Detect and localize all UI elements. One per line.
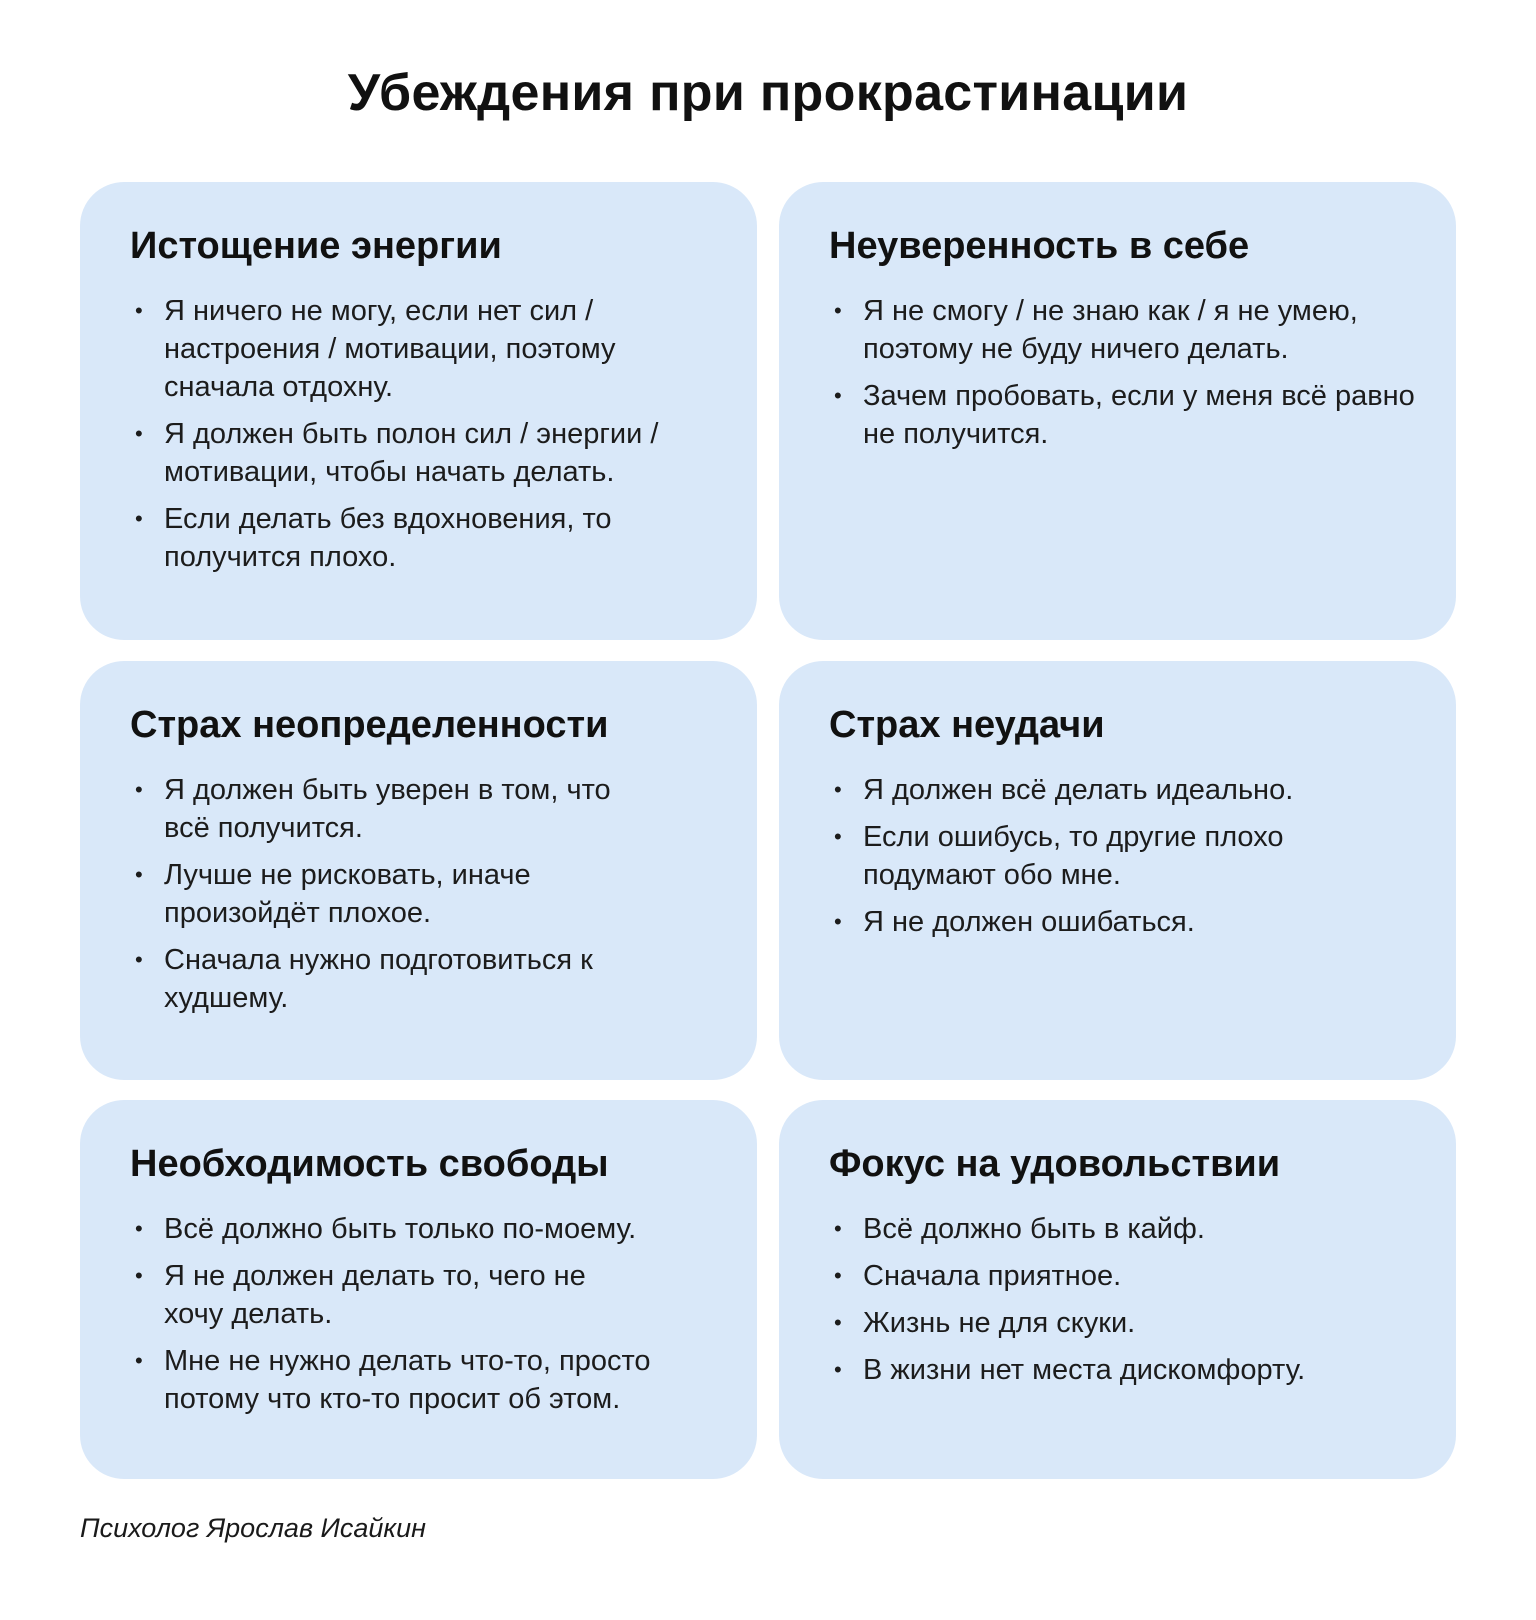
- page-title: Убеждения при прокрастинации: [347, 64, 1189, 122]
- bullet-icon: •: [834, 1357, 842, 1382]
- list-item: [829, 771, 1423, 809]
- bullet-icon: •: [135, 862, 143, 887]
- card-title: Страх неудачи: [829, 704, 1105, 746]
- bullet-icon: •: [135, 421, 143, 446]
- list-item: [130, 292, 724, 406]
- card-title: Необходимость свободы: [130, 1143, 609, 1185]
- bullet-icon: •: [135, 777, 143, 802]
- belief-text: Я не смогу / не знаю как / я не умею, поэтому не буду ничего делать.: [863, 295, 1358, 365]
- belief-text: Я должен быть уверен в том, что всё получится.: [164, 774, 611, 844]
- bullet-icon: •: [135, 1216, 143, 1241]
- belief-text: Я должен всё делать идеально.: [863, 774, 1294, 806]
- belief-list: [130, 1210, 717, 1418]
- belief-text: Жизнь не для скуки.: [863, 1307, 1136, 1339]
- belief-list: [130, 771, 717, 1017]
- bullet-icon: •: [834, 909, 842, 934]
- bullet-icon: •: [135, 1348, 143, 1373]
- bullet-icon: •: [834, 824, 842, 849]
- card-title: Неуверенность в себе: [829, 225, 1250, 267]
- list-item: [829, 292, 1363, 368]
- list-item: [130, 415, 724, 491]
- belief-list: [829, 771, 1416, 941]
- list-item: [130, 500, 634, 576]
- card-focus-on-pleasure: [779, 1100, 1456, 1479]
- list-item: [130, 941, 654, 1017]
- list-item: [130, 771, 624, 847]
- bullet-icon: •: [834, 383, 842, 408]
- belief-text: Я должен быть полон сил / энергии / мотивации, чтобы начать делать.: [164, 418, 659, 488]
- list-item: [130, 1257, 604, 1333]
- bullet-icon: •: [834, 298, 842, 323]
- author-signature: Психолог Ярослав Исайкин: [80, 1513, 427, 1543]
- bullet-icon: •: [834, 1263, 842, 1288]
- belief-text: Лучше не рисковать, иначе произойдёт плохое.: [164, 859, 531, 929]
- belief-text: Я ничего не могу, если нет сил / настроения / мотивации, поэтому сначала отдохну.: [164, 295, 616, 403]
- belief-list: [829, 292, 1416, 453]
- belief-text: Сначала нужно подготовиться к худшему.: [164, 944, 593, 1014]
- list-item: [130, 1342, 734, 1418]
- card-need-for-freedom: [80, 1100, 757, 1479]
- list-item: [829, 377, 1423, 453]
- card-energy-depletion: [80, 182, 757, 640]
- card-title: Истощение энергии: [130, 225, 502, 267]
- card-title: Страх неопределенности: [130, 704, 609, 746]
- bullet-icon: •: [834, 777, 842, 802]
- belief-list: [829, 1210, 1416, 1389]
- belief-text: Всё должно быть только по-моему.: [164, 1213, 637, 1245]
- list-item: [829, 1351, 1433, 1389]
- bullet-icon: •: [135, 298, 143, 323]
- belief-text: Я не должен делать то, чего не хочу делать.: [164, 1260, 586, 1330]
- belief-text: В жизни нет места дискомфорту.: [863, 1354, 1306, 1386]
- card-fear-of-failure: [779, 661, 1456, 1080]
- belief-text: Сначала приятное.: [863, 1260, 1122, 1292]
- belief-list: [130, 292, 717, 576]
- belief-text: Я не должен ошибаться.: [863, 906, 1195, 938]
- list-item: [829, 1210, 1433, 1248]
- bullet-icon: •: [135, 1263, 143, 1288]
- bullet-icon: •: [135, 506, 143, 531]
- card-self-doubt: [779, 182, 1456, 640]
- card-title: Фокус на удовольствии: [829, 1143, 1281, 1185]
- list-item: [829, 1304, 1433, 1342]
- list-item: [130, 856, 614, 932]
- bullet-icon: •: [834, 1310, 842, 1335]
- belief-text: Всё должно быть в кайф.: [863, 1213, 1205, 1245]
- card-fear-of-uncertainty: [80, 661, 757, 1080]
- list-item: [829, 1257, 1433, 1295]
- list-item: [829, 818, 1383, 894]
- list-item: [130, 1210, 734, 1248]
- bullet-icon: •: [135, 947, 143, 972]
- bullet-icon: •: [834, 1216, 842, 1241]
- belief-text: Если ошибусь, то другие плохо подумают обо мне.: [863, 821, 1284, 891]
- belief-text: Зачем пробовать, если у меня всё равно не получится.: [863, 380, 1415, 450]
- belief-text: Если делать без вдохновения, то получится плохо.: [164, 503, 612, 573]
- list-item: [829, 903, 1423, 941]
- belief-text: Мне не нужно делать что-то, просто потому что кто-то просит об этом.: [164, 1345, 651, 1415]
